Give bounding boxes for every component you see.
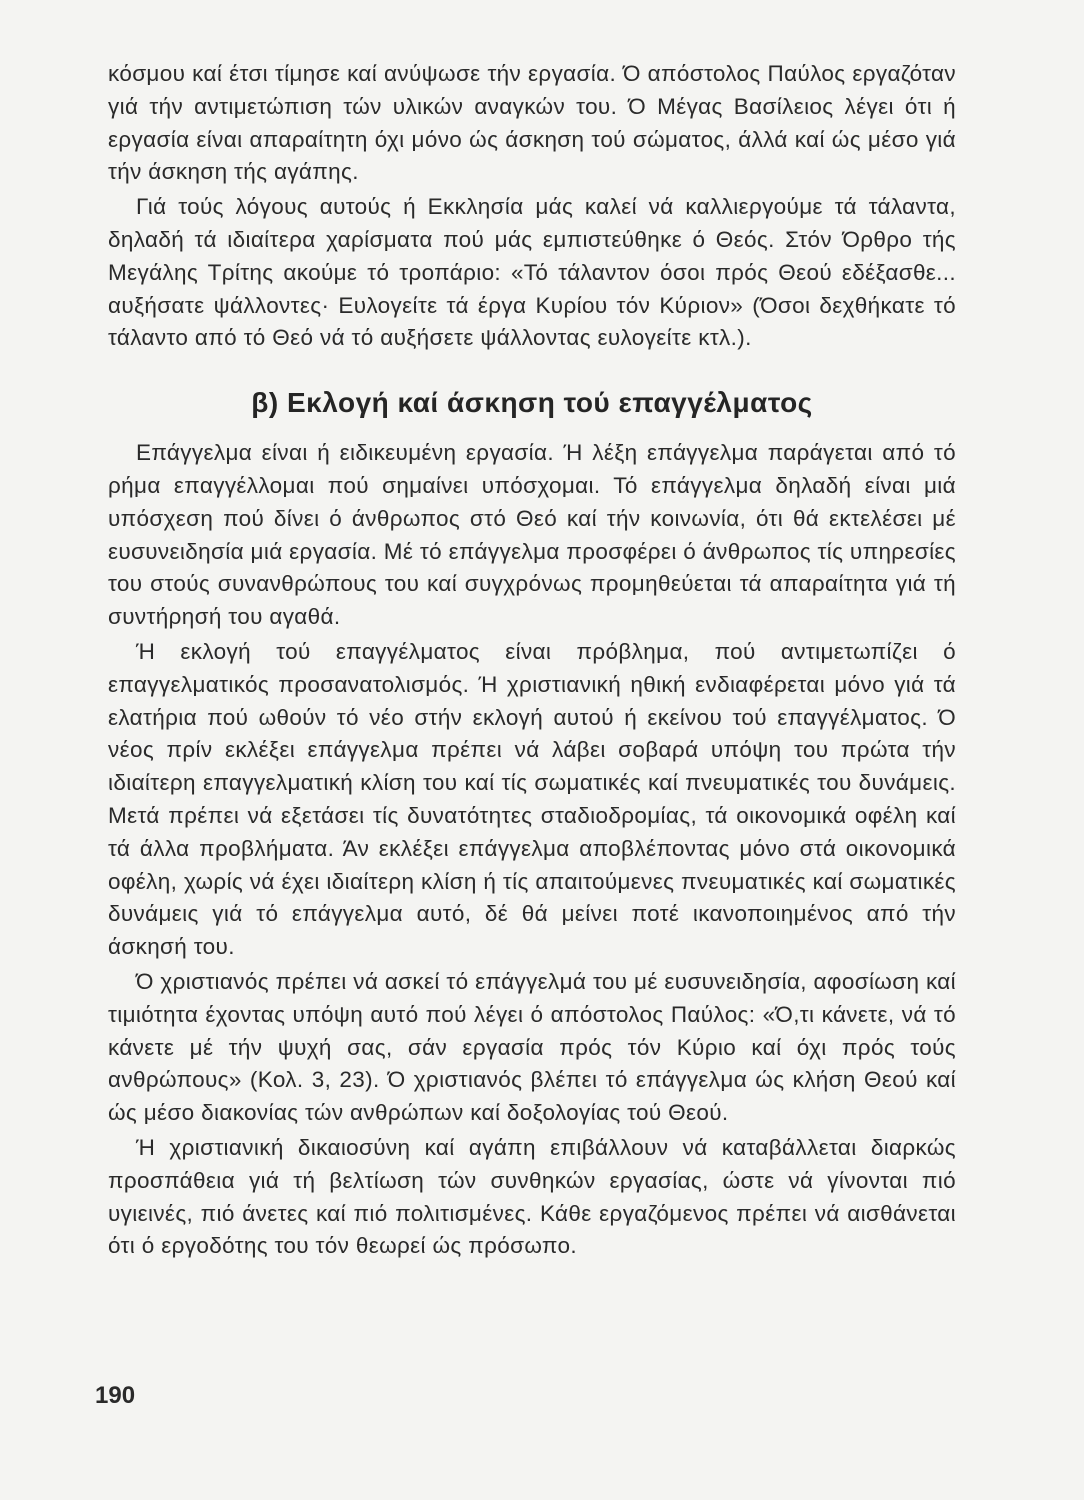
opening-paragraph-1: κόσμου καί έτσι τίμησε καί ανύψωσε τήν εργασία. Ό απόστολος Παύλος εργαζόταν γιά τήν αντιμετώπιση τών υλικών αναγκών του. Ό Μέγας Βασίλειος λέγει ότι ή εργασία είναι απαραίτητη όχι μόνο ώς άσκηση τού σώματος, άλλά καί ώς μέσο γιά τήν άσκηση τής αγάπης.	[108, 61, 956, 185]
section-paragraph-1: Επάγγελμα είναι ή ειδικευμένη εργασία. Ή λέξη επάγγελμα παράγεται από τό ρήμα επαγγέλλομαι πού σημαίνει υπόσχομαι. Τό επάγγελμα δηλαδή είναι μιά υπόσχεση πού δίνει ό άνθρωπος στό Θεό καί τήν κοινωνία, ότι θά εκτελέσει μέ ευσυνειδησία μιά εργασία. Μέ τό επάγγελμα προσφέρει ό άνθρωπος τίς υπηρεσίες του στούς συνανθρώπους του καί συγχρόνως προμηθεύεται τά απαραίτητα γιά τή συντήρησή του αγαθά.	[108, 440, 956, 630]
section-paragraph-4: Ή χριστιανική δικαιοσύνη καί αγάπη επιβάλλουν νά καταβάλλεται διαρκώς προσπάθεια γιά τή βελτίωση τών συνθηκών εργασίας, ώστε νά γίνονται πιό υγιεινές, πιό άνετες καί πιό πολιτισμένες. Κάθε εργαζόμενος πρέπει νά αισθάνεται ότι ό εργοδότης του τόν θεωρεί ώς πρόσωπο.	[108, 1134, 956, 1259]
opening-paragraph-2: Γιά τούς λόγους αυτούς ή Εκκλησία μάς καλεί νά καλλιεργούμε τά τάλαντα, δηλαδή τά ιδιαίτερα χαρίσματα πού μάς εμπιστεύθηκε ό Θεός. Στόν Όρθρο τής Μεγάλης Τρίτης ακούμε τό τροπάριο: «Τό τάλαντον όσοι πρός Θεού εδέξασθε... αυξήσατε ψάλλοντες· Ευλογείτε τά έργα Κυρίου τόν Κύριον» (Όσοι δεχθήκατε τό τάλαντο από τό Θεό νά τό αυξήσετε ψάλλοντας ευλογείτε κτλ.).	[108, 194, 956, 351]
page-number: 190	[95, 1382, 136, 1409]
section-heading: β) Εκλογή καί άσκηση τού επαγγέλματος	[251, 387, 813, 419]
text-column	[108, 58, 956, 1263]
section-paragraph-3: Ό χριστιανός πρέπει νά ασκεί τό επάγγελμά του μέ ευσυνειδησία, αφοσίωση καί τιμιότητα έχοντας υπόψη αυτό πού λέγει ό απόστολος Παύλος: «Ό,τι κάνετε, νά τό κάνετε μέ τήν ψυχή σας, σάν εργασία πρός τόν Κύριο καί όχι πρός τούς ανθρώπους» (Κολ. 3, 23). Ό χριστιανός βλέπει τό επάγγελμα ώς κλήση Θεού καί ώς μέσο διακονίας τών ανθρώπων καί δοξολογίας τού Θεού.	[108, 968, 956, 1126]
section-paragraph-2: Ή εκλογή τού επαγγέλματος είναι πρόβλημα, πού αντιμετωπίζει ό επαγγελματικός προσανατολισμός. Ή χριστιανική ηθική ενδιαφέρεται μόνο γιά τά ελατήρια πού ωθούν τό νέο στήν εκλογή αυτού ή εκείνου τού επαγγέλματος. Ό νέος πρίν εκλέξει επάγγελμα πρέπει νά λάβει σοβαρά υπόψη του πρώτα τήν ιδιαίτερη επαγγελματική κλίση του καί τίς σωματικές καί πνευματικές του δυνάμεις. Μετά πρέπει νά εξετάσει τίς δυνατότητες σταδιοδρομίας, τά οικονομικά οφέλη καί τά άλλα προβλήματα. Άν εκλέξει επάγγελμα αποβλέποντας μόνο στά οικονομικά οφέλη, χωρίς νά έχει ιδιαίτερη κλίση ή τίς απαιτούμενες πνευματικές καί σωματικές δυνάμεις γιά τό επάγγελμα αυτό, δέ θά μείνει ποτέ ικανοποιημένος από τήν άσκησή του.	[108, 638, 956, 960]
